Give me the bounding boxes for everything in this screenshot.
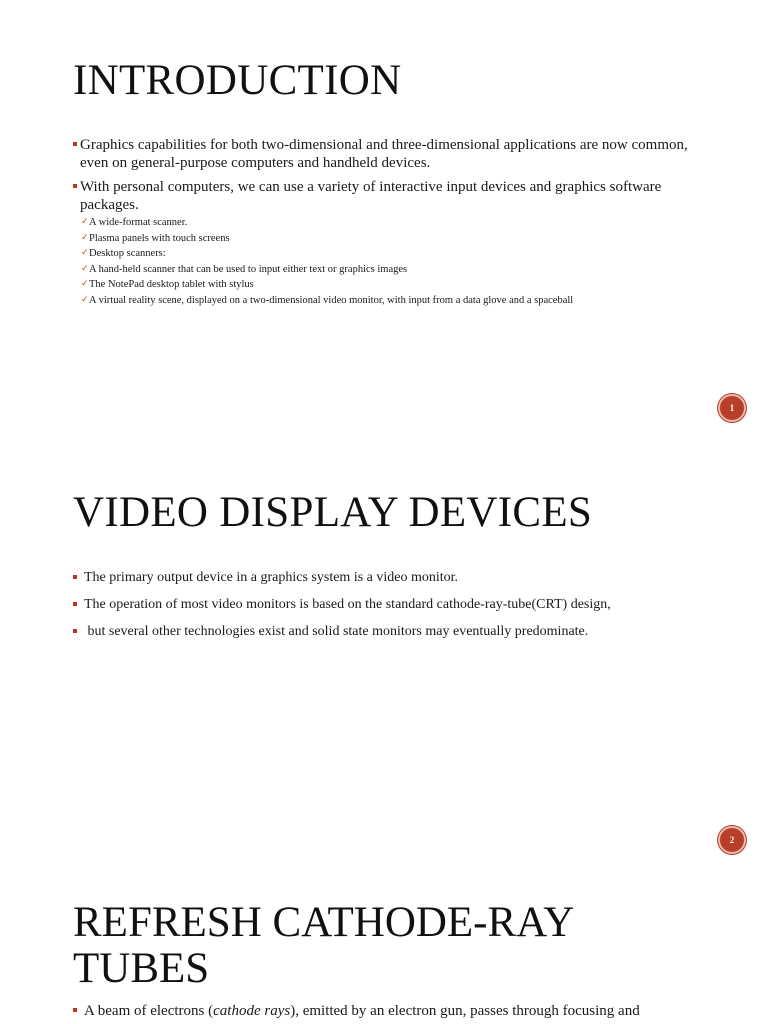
checkmark-icon: ✓ bbox=[81, 217, 89, 227]
bullet-text: but several other technologies exist and solid state monitors may eventually predominate. bbox=[84, 624, 589, 639]
sub-list-item bbox=[80, 231, 693, 247]
sub-bullet-text: A virtual reality scene, displayed on a two-dimensional video monitor, with input from a data glove and a spaceball bbox=[89, 294, 574, 306]
list-item bbox=[73, 136, 693, 172]
square-bullet-icon bbox=[73, 142, 77, 146]
bullet-text: The operation of most video monitors is based on the standard cathode-ray-tube(CRT) design, bbox=[84, 597, 611, 612]
square-bullet-icon bbox=[73, 575, 77, 579]
sub-list-item bbox=[80, 262, 693, 278]
bullet-text: Graphics capabilities for both two-dimensional and three-dimensional applications are now common, even on general-purpose computers and handheld devices. bbox=[80, 137, 688, 171]
sub-bullet-list bbox=[80, 215, 693, 309]
bullet-list bbox=[73, 1001, 693, 1021]
slide-title bbox=[73, 900, 574, 992]
slide-1 bbox=[0, 0, 768, 432]
square-bullet-icon bbox=[73, 184, 77, 188]
bullet-text: With personal computers, we can use a variety of interactive input devices and graphics software packages. bbox=[80, 179, 662, 213]
bullet-text-start: A beam of electrons ( bbox=[84, 1003, 214, 1019]
bullet-text: The primary output device in a graphics system is a video monitor. bbox=[84, 570, 459, 585]
sub-bullet-text: A wide-format scanner. bbox=[89, 217, 188, 228]
sub-list-item bbox=[80, 277, 693, 293]
bullet-list bbox=[73, 569, 713, 650]
bullet-list bbox=[73, 136, 693, 315]
checkmark-icon: ✓ bbox=[81, 232, 89, 243]
title-line-2: TUBES bbox=[73, 945, 210, 992]
bullet-text-emphasis: cathode rays bbox=[213, 1003, 291, 1019]
list-item bbox=[73, 569, 713, 587]
sub-bullet-text: The NotePad desktop tablet with stylus bbox=[89, 279, 254, 291]
sub-list-item bbox=[80, 246, 693, 262]
slide-title: VIDEO DISPLAY DEVICES bbox=[73, 489, 593, 536]
sub-bullet-text: Plasma panels with touch screens bbox=[89, 232, 230, 244]
list-item bbox=[73, 1001, 693, 1021]
sub-bullet-text: A hand-held scanner that can be used to input either text or graphics images bbox=[89, 263, 408, 275]
checkmark-icon: ✓ bbox=[81, 279, 89, 290]
slide-2 bbox=[0, 432, 768, 864]
sub-bullet-text: Desktop scanners: bbox=[89, 248, 166, 260]
slide-3 bbox=[0, 864, 768, 1024]
sub-list-item bbox=[80, 215, 693, 231]
page-number-badge: 1 bbox=[718, 394, 746, 422]
square-bullet-icon bbox=[73, 602, 77, 606]
checkmark-icon: ✓ bbox=[81, 263, 89, 274]
list-item bbox=[73, 623, 713, 641]
page-number-badge: 2 bbox=[718, 826, 746, 854]
list-item bbox=[73, 596, 713, 614]
list-item bbox=[73, 178, 693, 309]
title-line-1: REFRESH CATHODE-RAY bbox=[73, 899, 575, 946]
square-bullet-icon bbox=[73, 1008, 77, 1012]
square-bullet-icon bbox=[73, 629, 77, 633]
checkmark-icon: ✓ bbox=[81, 294, 89, 305]
sub-list-item bbox=[80, 293, 693, 309]
checkmark-icon: ✓ bbox=[81, 248, 89, 259]
bullet-text-end: ), emitted by an electron gun, passes through focusing and bbox=[290, 1003, 640, 1019]
slide-title: INTRODUCTION bbox=[73, 57, 402, 104]
